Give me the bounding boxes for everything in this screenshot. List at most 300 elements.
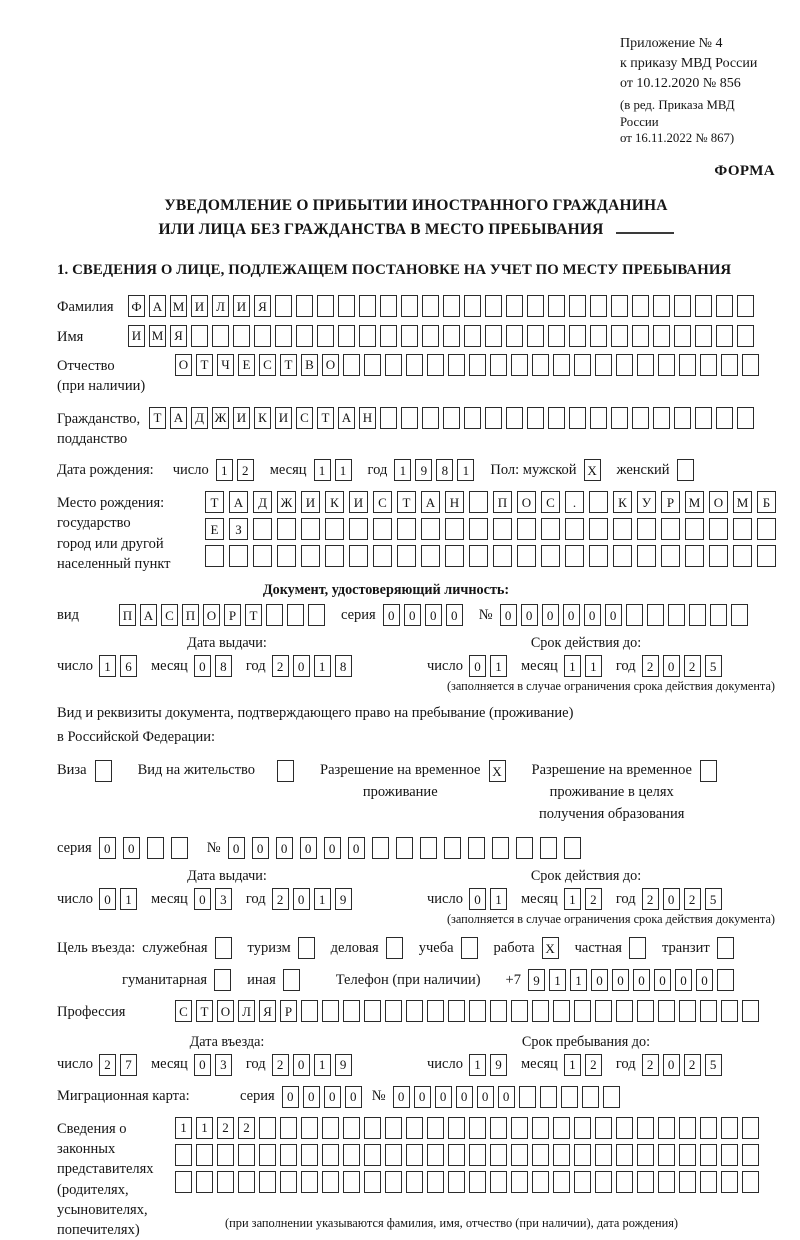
form-cell[interactable]: 0 — [633, 969, 650, 991]
form-cell[interactable]: Т — [280, 354, 297, 376]
form-cell[interactable]: 1 — [314, 459, 331, 481]
form-cell[interactable]: А — [149, 295, 166, 317]
form-cell[interactable]: А — [140, 604, 157, 626]
form-cell[interactable] — [301, 1144, 318, 1166]
form-cell[interactable] — [647, 604, 664, 626]
form-cell[interactable] — [469, 1144, 486, 1166]
form-cell[interactable] — [448, 1000, 465, 1022]
form-cell[interactable]: Я — [254, 295, 271, 317]
form-cell[interactable] — [613, 545, 632, 567]
form-cell[interactable] — [277, 545, 296, 567]
form-cell[interactable]: 8 — [215, 655, 232, 677]
form-cell[interactable] — [553, 1171, 570, 1193]
form-cell[interactable]: 0 — [194, 1054, 211, 1076]
form-cell[interactable] — [380, 325, 397, 347]
form-cell[interactable] — [733, 518, 752, 540]
form-cell[interactable] — [700, 1000, 717, 1022]
form-cell[interactable] — [632, 407, 649, 429]
form-cell[interactable] — [569, 407, 586, 429]
form-cell[interactable] — [469, 545, 488, 567]
form-cell[interactable]: 0 — [194, 888, 211, 910]
form-cell[interactable] — [506, 295, 523, 317]
form-cell[interactable] — [548, 325, 565, 347]
form-cell[interactable] — [406, 1171, 423, 1193]
form-cell[interactable] — [296, 295, 313, 317]
form-cell[interactable] — [511, 1144, 528, 1166]
form-cell[interactable]: 0 — [404, 604, 421, 626]
form-cell[interactable] — [637, 1117, 654, 1139]
form-cell[interactable]: 1 — [314, 888, 331, 910]
form-cell[interactable]: 1 — [585, 655, 602, 677]
form-cell[interactable]: 1 — [314, 1054, 331, 1076]
form-cell[interactable] — [595, 1171, 612, 1193]
form-cell[interactable]: 0 — [324, 1086, 341, 1108]
form-cell[interactable] — [406, 354, 423, 376]
form-cell[interactable] — [626, 604, 643, 626]
form-cell[interactable] — [616, 1171, 633, 1193]
form-cell[interactable]: Е — [238, 354, 255, 376]
form-cell[interactable]: 1 — [564, 655, 581, 677]
form-cell[interactable]: X — [542, 937, 559, 959]
form-cell[interactable] — [589, 545, 608, 567]
form-cell[interactable]: 5 — [705, 1054, 722, 1076]
form-cell[interactable] — [677, 459, 694, 481]
form-cell[interactable] — [674, 325, 691, 347]
form-cell[interactable] — [569, 295, 586, 317]
form-cell[interactable]: 1 — [457, 459, 474, 481]
form-cell[interactable] — [322, 1000, 339, 1022]
form-cell[interactable]: И — [128, 325, 145, 347]
form-cell[interactable]: 9 — [490, 1054, 507, 1076]
form-cell[interactable] — [595, 1144, 612, 1166]
form-cell[interactable] — [658, 1000, 675, 1022]
form-cell[interactable]: И — [275, 407, 292, 429]
form-cell[interactable] — [317, 325, 334, 347]
form-cell[interactable] — [322, 1171, 339, 1193]
form-cell[interactable] — [616, 1117, 633, 1139]
form-cell[interactable] — [493, 545, 512, 567]
form-cell[interactable] — [427, 354, 444, 376]
form-cell[interactable]: X — [489, 760, 506, 782]
form-cell[interactable]: Т — [397, 491, 416, 513]
form-cell[interactable]: Т — [196, 354, 213, 376]
form-cell[interactable]: О — [217, 1000, 234, 1022]
form-cell[interactable] — [229, 545, 248, 567]
form-cell[interactable]: Я — [170, 325, 187, 347]
form-cell[interactable] — [653, 295, 670, 317]
form-cell[interactable] — [421, 545, 440, 567]
form-cell[interactable] — [215, 937, 232, 959]
form-cell[interactable] — [253, 518, 272, 540]
form-cell[interactable]: 8 — [436, 459, 453, 481]
form-cell[interactable] — [721, 1000, 738, 1022]
form-cell[interactable] — [485, 407, 502, 429]
form-cell[interactable] — [511, 354, 528, 376]
form-cell[interactable]: 0 — [99, 837, 116, 859]
form-cell[interactable] — [632, 295, 649, 317]
form-cell[interactable] — [359, 325, 376, 347]
form-cell[interactable]: 1 — [570, 969, 587, 991]
form-cell[interactable]: 0 — [228, 837, 245, 859]
form-cell[interactable] — [589, 491, 608, 513]
form-cell[interactable] — [721, 1117, 738, 1139]
form-cell[interactable] — [616, 1000, 633, 1022]
form-cell[interactable]: 1 — [469, 1054, 486, 1076]
form-cell[interactable] — [695, 407, 712, 429]
form-cell[interactable]: 0 — [584, 604, 601, 626]
form-cell[interactable]: А — [170, 407, 187, 429]
form-cell[interactable] — [469, 1171, 486, 1193]
form-cell[interactable] — [349, 518, 368, 540]
form-cell[interactable]: Н — [359, 407, 376, 429]
form-cell[interactable]: 0 — [675, 969, 692, 991]
form-cell[interactable] — [343, 354, 360, 376]
form-cell[interactable] — [541, 545, 560, 567]
form-cell[interactable]: Р — [224, 604, 241, 626]
form-cell[interactable]: Ф — [128, 295, 145, 317]
form-cell[interactable] — [721, 1171, 738, 1193]
form-cell[interactable]: Я — [259, 1000, 276, 1022]
form-cell[interactable] — [490, 1117, 507, 1139]
form-cell[interactable] — [469, 518, 488, 540]
form-cell[interactable] — [277, 518, 296, 540]
form-cell[interactable] — [511, 1000, 528, 1022]
form-cell[interactable] — [548, 407, 565, 429]
form-cell[interactable] — [742, 1144, 759, 1166]
form-cell[interactable]: Б — [757, 491, 776, 513]
form-cell[interactable] — [717, 937, 734, 959]
form-cell[interactable] — [259, 1144, 276, 1166]
form-cell[interactable] — [205, 545, 224, 567]
form-cell[interactable]: 3 — [215, 1054, 232, 1076]
form-cell[interactable] — [238, 1144, 255, 1166]
form-cell[interactable] — [653, 325, 670, 347]
form-cell[interactable] — [212, 325, 229, 347]
form-cell[interactable]: 1 — [314, 655, 331, 677]
form-cell[interactable]: Л — [238, 1000, 255, 1022]
form-cell[interactable] — [721, 1144, 738, 1166]
form-cell[interactable]: X — [584, 459, 601, 481]
form-cell[interactable] — [349, 545, 368, 567]
form-cell[interactable] — [674, 407, 691, 429]
form-cell[interactable] — [517, 545, 536, 567]
form-cell[interactable] — [283, 969, 300, 991]
form-cell[interactable] — [254, 325, 271, 347]
form-cell[interactable]: И — [233, 407, 250, 429]
form-cell[interactable] — [616, 1144, 633, 1166]
form-cell[interactable] — [421, 518, 440, 540]
form-cell[interactable]: 2 — [272, 655, 289, 677]
form-cell[interactable]: Ж — [277, 491, 296, 513]
form-cell[interactable] — [301, 545, 320, 567]
form-cell[interactable]: К — [325, 491, 344, 513]
form-cell[interactable] — [464, 407, 481, 429]
form-cell[interactable] — [217, 1144, 234, 1166]
form-cell[interactable] — [343, 1171, 360, 1193]
form-cell[interactable]: 0 — [194, 655, 211, 677]
form-cell[interactable]: М — [149, 325, 166, 347]
form-cell[interactable]: А — [229, 491, 248, 513]
form-cell[interactable]: 2 — [99, 1054, 116, 1076]
form-cell[interactable] — [637, 1000, 654, 1022]
form-cell[interactable]: И — [301, 491, 320, 513]
form-cell[interactable] — [511, 1171, 528, 1193]
form-cell[interactable] — [582, 1086, 599, 1108]
form-cell[interactable]: 0 — [663, 1054, 680, 1076]
form-cell[interactable] — [595, 354, 612, 376]
form-cell[interactable]: 0 — [435, 1086, 452, 1108]
form-cell[interactable]: О — [709, 491, 728, 513]
form-cell[interactable] — [308, 604, 325, 626]
form-cell[interactable]: 0 — [123, 837, 140, 859]
form-cell[interactable]: 2 — [585, 888, 602, 910]
form-cell[interactable] — [685, 545, 704, 567]
form-cell[interactable] — [445, 518, 464, 540]
form-cell[interactable] — [490, 354, 507, 376]
form-cell[interactable] — [709, 518, 728, 540]
form-cell[interactable]: 1 — [549, 969, 566, 991]
form-cell[interactable] — [448, 354, 465, 376]
form-cell[interactable]: 2 — [585, 1054, 602, 1076]
form-cell[interactable]: Т — [149, 407, 166, 429]
form-cell[interactable]: 0 — [300, 837, 317, 859]
form-cell[interactable] — [238, 1171, 255, 1193]
form-cell[interactable] — [700, 1117, 717, 1139]
form-cell[interactable]: 2 — [684, 1054, 701, 1076]
form-cell[interactable]: 1 — [216, 459, 233, 481]
form-cell[interactable] — [679, 1171, 696, 1193]
form-cell[interactable] — [493, 518, 512, 540]
form-cell[interactable]: К — [613, 491, 632, 513]
form-cell[interactable] — [469, 1117, 486, 1139]
form-cell[interactable] — [616, 354, 633, 376]
form-cell[interactable]: . — [565, 491, 584, 513]
form-cell[interactable]: К — [254, 407, 271, 429]
form-cell[interactable] — [695, 295, 712, 317]
form-cell[interactable] — [485, 295, 502, 317]
form-cell[interactable]: 2 — [238, 1117, 255, 1139]
form-cell[interactable] — [574, 1144, 591, 1166]
form-cell[interactable] — [372, 837, 389, 859]
form-cell[interactable]: Т — [205, 491, 224, 513]
form-cell[interactable] — [590, 407, 607, 429]
form-cell[interactable] — [468, 837, 485, 859]
form-cell[interactable]: О — [517, 491, 536, 513]
form-cell[interactable]: 0 — [591, 969, 608, 991]
form-cell[interactable] — [427, 1000, 444, 1022]
form-cell[interactable] — [385, 1171, 402, 1193]
form-cell[interactable] — [277, 760, 294, 782]
form-cell[interactable] — [343, 1000, 360, 1022]
form-cell[interactable] — [668, 604, 685, 626]
form-cell[interactable]: 0 — [456, 1086, 473, 1108]
form-cell[interactable] — [373, 545, 392, 567]
form-cell[interactable] — [695, 325, 712, 347]
form-cell[interactable] — [287, 604, 304, 626]
form-cell[interactable] — [448, 1171, 465, 1193]
form-cell[interactable]: Д — [191, 407, 208, 429]
form-cell[interactable]: 1 — [490, 888, 507, 910]
form-cell[interactable] — [406, 1117, 423, 1139]
form-cell[interactable]: 0 — [99, 888, 116, 910]
form-cell[interactable] — [406, 1144, 423, 1166]
form-cell[interactable] — [661, 545, 680, 567]
form-cell[interactable] — [590, 325, 607, 347]
form-cell[interactable] — [629, 937, 646, 959]
form-cell[interactable] — [422, 407, 439, 429]
form-cell[interactable]: 0 — [446, 604, 463, 626]
form-cell[interactable]: 0 — [663, 888, 680, 910]
form-cell[interactable] — [147, 837, 164, 859]
form-cell[interactable] — [380, 295, 397, 317]
form-cell[interactable] — [574, 354, 591, 376]
form-cell[interactable]: 0 — [498, 1086, 515, 1108]
form-cell[interactable]: 0 — [469, 888, 486, 910]
form-cell[interactable] — [709, 545, 728, 567]
form-cell[interactable] — [175, 1144, 192, 1166]
form-cell[interactable] — [506, 407, 523, 429]
form-cell[interactable]: 0 — [282, 1086, 299, 1108]
form-cell[interactable] — [338, 295, 355, 317]
form-cell[interactable] — [565, 518, 584, 540]
form-cell[interactable]: Д — [253, 491, 272, 513]
form-cell[interactable] — [637, 354, 654, 376]
form-cell[interactable] — [565, 545, 584, 567]
form-cell[interactable]: 1 — [490, 655, 507, 677]
form-cell[interactable] — [595, 1117, 612, 1139]
form-cell[interactable] — [397, 518, 416, 540]
form-cell[interactable]: И — [233, 295, 250, 317]
form-cell[interactable] — [532, 1171, 549, 1193]
form-cell[interactable] — [233, 325, 250, 347]
form-cell[interactable] — [490, 1171, 507, 1193]
form-cell[interactable] — [301, 1000, 318, 1022]
form-cell[interactable] — [511, 1117, 528, 1139]
form-cell[interactable] — [469, 491, 488, 513]
form-cell[interactable] — [427, 1144, 444, 1166]
form-cell[interactable] — [266, 604, 283, 626]
form-cell[interactable]: А — [338, 407, 355, 429]
form-cell[interactable]: Р — [661, 491, 680, 513]
form-cell[interactable]: 0 — [414, 1086, 431, 1108]
form-cell[interactable] — [658, 1144, 675, 1166]
form-cell[interactable] — [275, 325, 292, 347]
form-cell[interactable] — [492, 837, 509, 859]
form-cell[interactable]: 1 — [335, 459, 352, 481]
form-cell[interactable] — [317, 295, 334, 317]
form-cell[interactable] — [611, 295, 628, 317]
form-cell[interactable] — [490, 1144, 507, 1166]
form-cell[interactable] — [742, 1000, 759, 1022]
form-cell[interactable] — [532, 1117, 549, 1139]
form-cell[interactable] — [191, 325, 208, 347]
form-cell[interactable] — [280, 1144, 297, 1166]
form-cell[interactable] — [553, 354, 570, 376]
form-cell[interactable] — [589, 518, 608, 540]
form-cell[interactable] — [689, 604, 706, 626]
form-cell[interactable]: И — [349, 491, 368, 513]
form-cell[interactable] — [490, 1000, 507, 1022]
form-cell[interactable] — [553, 1144, 570, 1166]
form-cell[interactable] — [653, 407, 670, 429]
form-cell[interactable] — [280, 1171, 297, 1193]
form-cell[interactable] — [364, 1000, 381, 1022]
form-cell[interactable] — [553, 1000, 570, 1022]
form-cell[interactable] — [742, 1117, 759, 1139]
form-cell[interactable] — [325, 545, 344, 567]
form-cell[interactable] — [519, 1086, 536, 1108]
form-cell[interactable] — [95, 760, 112, 782]
form-cell[interactable] — [685, 518, 704, 540]
form-cell[interactable] — [658, 354, 675, 376]
form-cell[interactable] — [590, 295, 607, 317]
form-cell[interactable] — [364, 354, 381, 376]
form-cell[interactable] — [422, 295, 439, 317]
form-cell[interactable] — [532, 354, 549, 376]
form-cell[interactable] — [731, 604, 748, 626]
form-cell[interactable]: 0 — [477, 1086, 494, 1108]
form-cell[interactable]: 6 — [120, 655, 137, 677]
form-cell[interactable]: 2 — [642, 888, 659, 910]
form-cell[interactable] — [661, 518, 680, 540]
form-cell[interactable] — [532, 1000, 549, 1022]
form-cell[interactable]: П — [119, 604, 136, 626]
form-cell[interactable] — [540, 1086, 557, 1108]
form-cell[interactable] — [445, 545, 464, 567]
form-cell[interactable]: 9 — [335, 1054, 352, 1076]
form-cell[interactable] — [322, 1144, 339, 1166]
form-cell[interactable] — [603, 1086, 620, 1108]
form-cell[interactable] — [569, 325, 586, 347]
form-cell[interactable]: 2 — [642, 655, 659, 677]
form-cell[interactable] — [461, 937, 478, 959]
form-cell[interactable] — [757, 518, 776, 540]
form-cell[interactable]: 0 — [276, 837, 293, 859]
form-cell[interactable] — [737, 407, 754, 429]
form-cell[interactable] — [196, 1144, 213, 1166]
form-cell[interactable]: О — [203, 604, 220, 626]
form-cell[interactable] — [196, 1171, 213, 1193]
form-cell[interactable] — [548, 295, 565, 317]
form-cell[interactable] — [658, 1171, 675, 1193]
form-cell[interactable] — [506, 325, 523, 347]
form-cell[interactable] — [700, 760, 717, 782]
form-cell[interactable]: С — [161, 604, 178, 626]
form-cell[interactable] — [385, 1117, 402, 1139]
form-cell[interactable] — [637, 1144, 654, 1166]
form-cell[interactable] — [301, 518, 320, 540]
form-cell[interactable]: 2 — [684, 655, 701, 677]
form-cell[interactable] — [611, 407, 628, 429]
form-cell[interactable]: О — [322, 354, 339, 376]
form-cell[interactable]: 2 — [684, 888, 701, 910]
form-cell[interactable] — [214, 969, 231, 991]
form-cell[interactable]: И — [191, 295, 208, 317]
form-cell[interactable]: 0 — [521, 604, 538, 626]
form-cell[interactable] — [296, 325, 313, 347]
form-cell[interactable]: С — [296, 407, 313, 429]
form-cell[interactable] — [343, 1117, 360, 1139]
form-cell[interactable] — [443, 295, 460, 317]
form-cell[interactable]: Ч — [217, 354, 234, 376]
form-cell[interactable] — [527, 407, 544, 429]
form-cell[interactable] — [637, 545, 656, 567]
form-cell[interactable]: 0 — [425, 604, 442, 626]
form-cell[interactable] — [448, 1144, 465, 1166]
form-cell[interactable] — [527, 295, 544, 317]
form-cell[interactable] — [443, 325, 460, 347]
form-cell[interactable]: З — [229, 518, 248, 540]
